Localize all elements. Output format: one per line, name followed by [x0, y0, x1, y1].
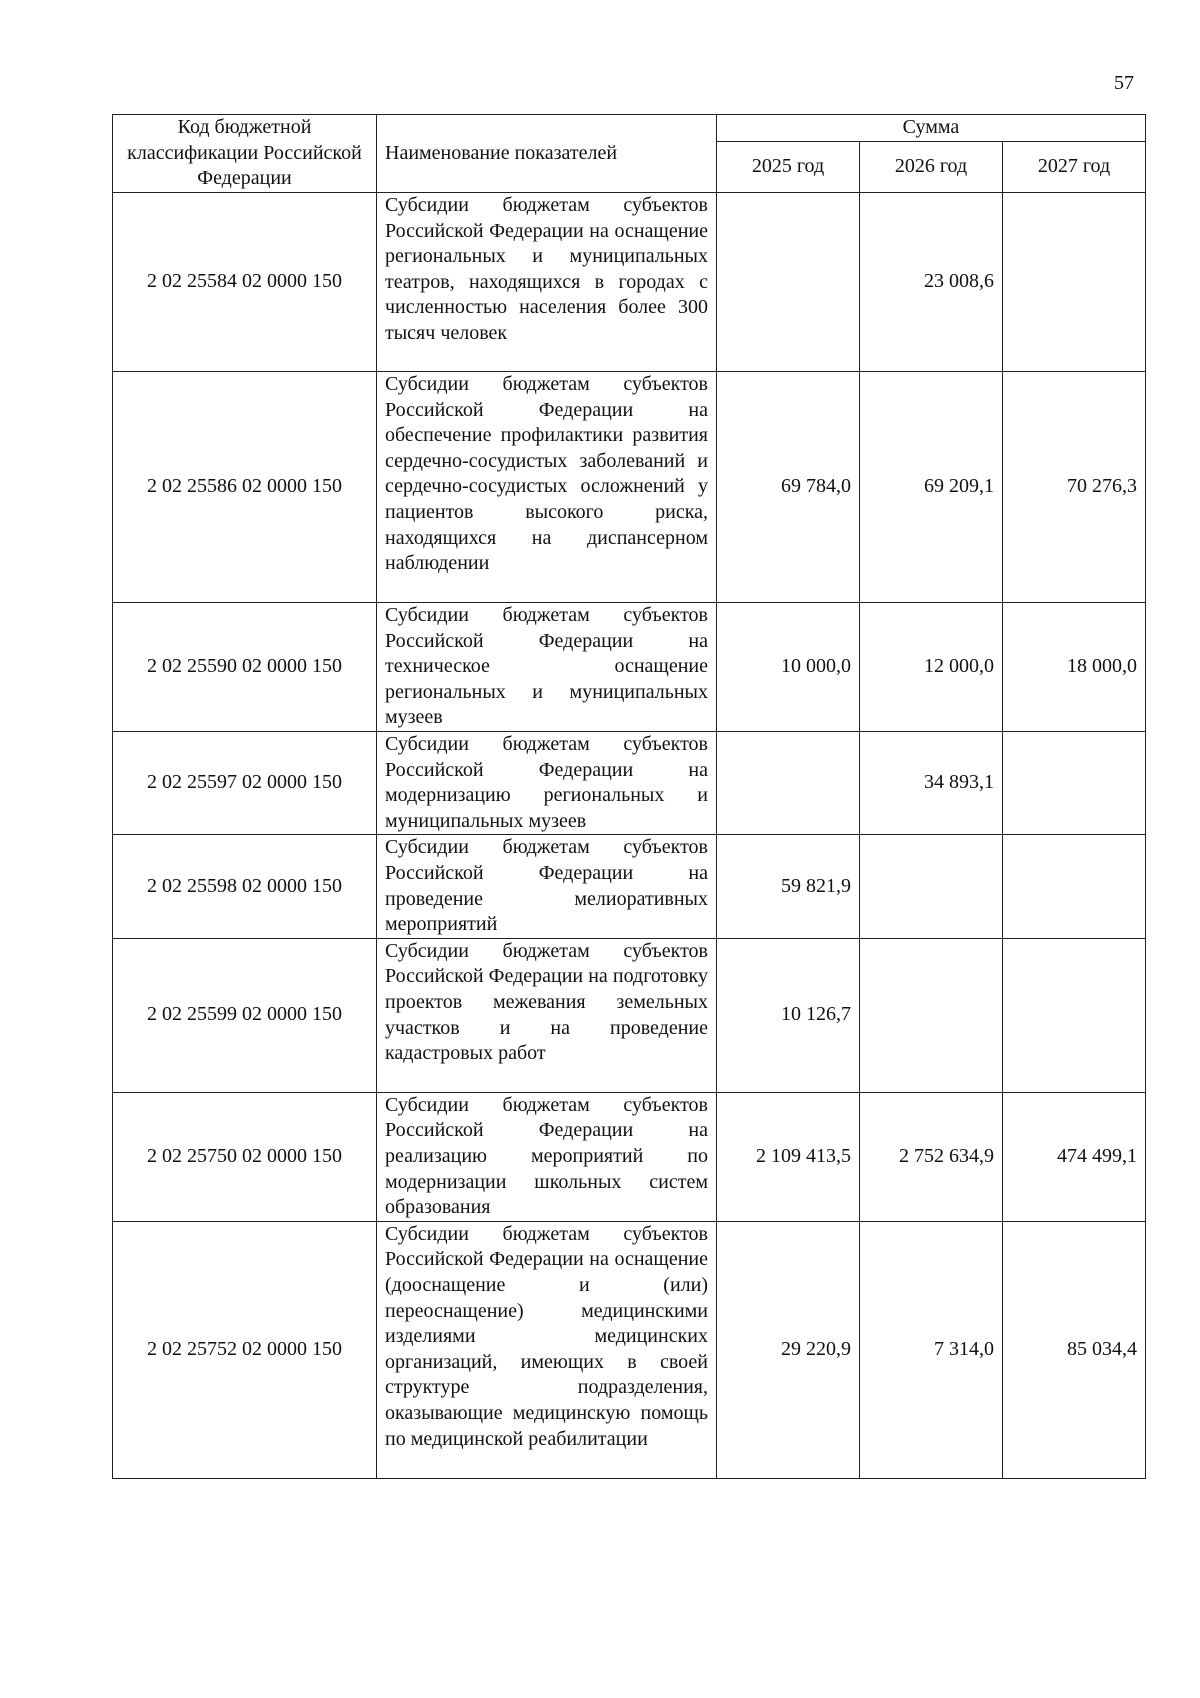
row-code: 2 02 25597 02 0000 150: [113, 732, 377, 835]
row-value-2027: [1003, 193, 1146, 372]
header-year-2027: 2027 год: [1003, 142, 1146, 193]
row-value-2025: 10 126,7: [717, 938, 860, 1092]
row-value-2025: 69 784,0: [717, 372, 860, 603]
row-code: 2 02 25590 02 0000 150: [113, 603, 377, 732]
header-name: Наименование показателей: [377, 115, 717, 193]
row-value-2026: [860, 938, 1003, 1092]
row-name: Субсидии бюджетам субъектов Российской Федерации на реализацию мероприятий по модернизации школьных систем образования: [377, 1092, 717, 1221]
row-value-2025: 10 000,0: [717, 603, 860, 732]
row-name: Субсидии бюджетам субъектов Российской Федерации на техническое оснащение региональных и муниципальных музеев: [377, 603, 717, 732]
row-value-2025: [717, 193, 860, 372]
table-row: [113, 835, 1146, 938]
header-code: Код бюджетной классификации Российской Федерации: [113, 115, 377, 193]
row-value-2027: 70 276,3: [1003, 372, 1146, 603]
row-code: 2 02 25584 02 0000 150: [113, 193, 377, 372]
row-value-2027: [1003, 835, 1146, 938]
row-name: Субсидии бюджетам субъектов Российской Федерации на модернизацию региональных и муниципальных музеев: [377, 732, 717, 835]
row-value-2026: 34 893,1: [860, 732, 1003, 835]
header-sum: Сумма: [717, 115, 1146, 142]
row-value-2026: [860, 835, 1003, 938]
row-value-2025: 29 220,9: [717, 1221, 860, 1478]
row-value-2027: 474 499,1: [1003, 1092, 1146, 1221]
row-value-2025: [717, 732, 860, 835]
table-row: [113, 372, 1146, 603]
row-code: 2 02 25586 02 0000 150: [113, 372, 377, 603]
row-name: Субсидии бюджетам субъектов Российской Федерации на оснащение (дооснащение и (или) переоснащение) медицинскими изделиями медицинских организаций, имеющих в своей структуре подразделения, оказывающие медицинскую помощь по медицинской реабилитации: [377, 1221, 717, 1478]
row-value-2027: 18 000,0: [1003, 603, 1146, 732]
row-name: Субсидии бюджетам субъектов Российской Федерации на оснащение региональных и муниципальных театров, находящихся в городах с численностью населения более 300 тысяч человек: [377, 193, 717, 372]
row-code: 2 02 25752 02 0000 150: [113, 1221, 377, 1478]
table-row: [113, 1092, 1146, 1221]
header-year-2025: 2025 год: [717, 142, 860, 193]
table-row: [113, 732, 1146, 835]
row-name: Субсидии бюджетам субъектов Российской Федерации на проведение мелиоративных мероприятий: [377, 835, 717, 938]
row-name: Субсидии бюджетам субъектов Российской Федерации на подготовку проектов межевания земельных участков и на проведение кадастровых работ: [377, 938, 717, 1092]
row-value-2025: 59 821,9: [717, 835, 860, 938]
page-number: 57: [1114, 72, 1134, 94]
row-value-2026: 12 000,0: [860, 603, 1003, 732]
row-name: Субсидии бюджетам субъектов Российской Федерации на обеспечение профилактики развития сердечно-сосудистых заболеваний и сердечно-сосудистых осложнений у пациентов высокого риска, находящихся на диспансерном наблюдении: [377, 372, 717, 603]
row-value-2026: 23 008,6: [860, 193, 1003, 372]
row-value-2026: 69 209,1: [860, 372, 1003, 603]
row-code: 2 02 25750 02 0000 150: [113, 1092, 377, 1221]
table-row: [113, 1221, 1146, 1478]
table-row: [113, 603, 1146, 732]
row-value-2027: [1003, 732, 1146, 835]
header-year-2026: 2026 год: [860, 142, 1003, 193]
row-value-2027: [1003, 938, 1146, 1092]
row-value-2026: 7 314,0: [860, 1221, 1003, 1478]
table-row: [113, 938, 1146, 1092]
budget-table: [112, 114, 1146, 1479]
table-row: [113, 193, 1146, 372]
row-value-2025: 2 109 413,5: [717, 1092, 860, 1221]
row-code: 2 02 25599 02 0000 150: [113, 938, 377, 1092]
row-value-2026: 2 752 634,9: [860, 1092, 1003, 1221]
row-code: 2 02 25598 02 0000 150: [113, 835, 377, 938]
row-value-2027: 85 034,4: [1003, 1221, 1146, 1478]
